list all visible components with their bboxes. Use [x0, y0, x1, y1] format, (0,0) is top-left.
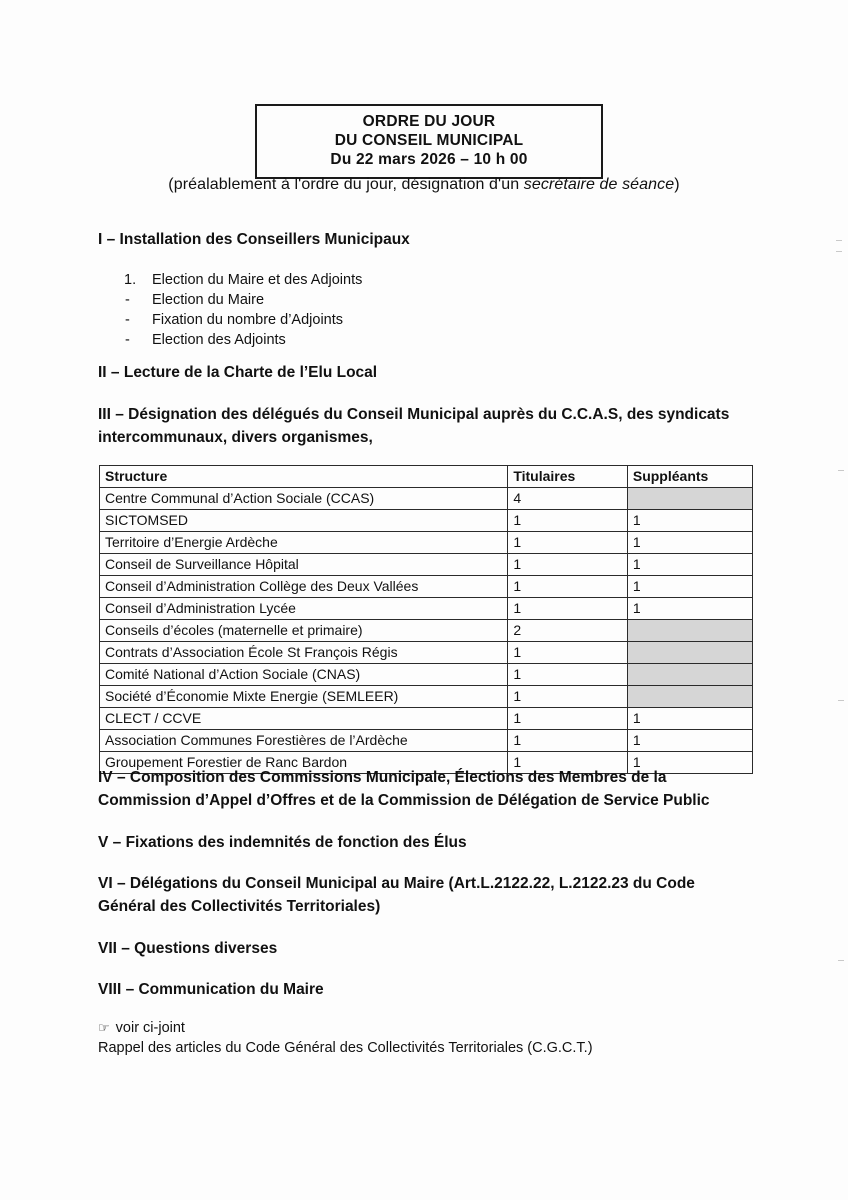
- list-item-label: Fixation du nombre d’Adjoints: [152, 312, 344, 328]
- footnote-attachment: [98, 1018, 798, 1039]
- preamble-italic: secrétaire de séance: [523, 176, 675, 193]
- list-marker: -: [125, 292, 130, 308]
- table-row: [100, 730, 753, 752]
- table-row: [100, 576, 753, 598]
- scan-artifact: [838, 960, 844, 961]
- section-3-line-2: intercommunaux, divers organismes,: [98, 429, 373, 446]
- cell-titulaires: 1: [508, 532, 628, 554]
- title-line-3: Du 22 mars 2026 – 10 h 00: [330, 151, 528, 168]
- cell-suppleants: [627, 642, 752, 664]
- cell-titulaires: 1: [508, 664, 628, 686]
- scan-artifact: [836, 240, 842, 241]
- section-6-line-2: Général des Collectivités Territoriales): [98, 898, 381, 915]
- column-header-titulaires: Titulaires: [508, 466, 628, 488]
- preamble-before: (préalablement à l'ordre du jour, désignation d'un: [168, 176, 524, 193]
- cell-titulaires: 1: [508, 708, 628, 730]
- table-row: [100, 554, 753, 576]
- list-marker: 1.: [124, 272, 137, 288]
- cell-suppleants: 1: [627, 598, 752, 620]
- cell-suppleants: 1: [627, 576, 752, 598]
- section-6-line-1: VI – Délégations du Conseil Municipal au Maire (Art.L.2122.22, L.2122.23 du Code: [98, 875, 695, 892]
- cell-structure: Contrats d’Association École St François Régis: [100, 642, 508, 664]
- list-item: [120, 270, 720, 290]
- title-line-2: DU CONSEIL MUNICIPAL: [334, 132, 524, 149]
- table-row: [100, 488, 753, 510]
- cell-titulaires: 1: [508, 642, 628, 664]
- table-row: [100, 620, 753, 642]
- table-row: [100, 510, 753, 532]
- cell-suppleants: [627, 664, 752, 686]
- cell-suppleants: [627, 488, 752, 510]
- cell-suppleants: [627, 620, 752, 642]
- section-3-line-1: III – Désignation des délégués du Conseil Municipal auprès du C.C.A.S, des syndicats: [98, 406, 730, 423]
- section-4-line-2: Commission d’Appel d’Offres et de la Commission de Délégation de Service Public: [98, 792, 710, 809]
- section-6-heading: [98, 872, 788, 918]
- footnote-line-1: voir ci-joint: [115, 1020, 185, 1036]
- table-row: [100, 642, 753, 664]
- delegates-table: [99, 465, 753, 774]
- cell-titulaires: 1: [508, 686, 628, 708]
- section-3-heading: [98, 403, 788, 449]
- pointing-hand-icon: ☞: [98, 1021, 110, 1036]
- list-item: [120, 290, 720, 310]
- preamble: [0, 176, 848, 194]
- section-4-heading: [98, 766, 788, 812]
- section-8-heading: VIII – Communication du Maire: [98, 981, 324, 998]
- section-7-heading: VII – Questions diverses: [98, 940, 278, 957]
- list-item: [120, 330, 720, 350]
- table-row: [100, 532, 753, 554]
- list-marker: -: [125, 332, 130, 348]
- table-row: [100, 686, 753, 708]
- table-row: [100, 708, 753, 730]
- cell-structure: Conseils d’écoles (maternelle et primaire): [100, 620, 508, 642]
- cell-suppleants: 1: [627, 752, 752, 774]
- title-box: [255, 104, 603, 179]
- cell-structure: Association Communes Forestières de l’Ardèche: [100, 730, 508, 752]
- cell-titulaires: 1: [508, 752, 628, 774]
- installation-list: [120, 270, 720, 350]
- list-item-label: Election des Adjoints: [152, 332, 286, 348]
- column-header-structure: Structure: [100, 466, 508, 488]
- section-2-heading: II – Lecture de la Charte de l’Elu Local: [98, 364, 378, 381]
- footnote-reminder: Rappel des articles du Code Général des Collectivités Territoriales (C.G.C.T.): [98, 1040, 593, 1056]
- cell-structure: Conseil de Surveillance Hôpital: [100, 554, 508, 576]
- cell-suppleants: [627, 686, 752, 708]
- cell-structure: Centre Communal d’Action Sociale (CCAS): [100, 488, 508, 510]
- table-header-row: [100, 466, 753, 488]
- cell-titulaires: 1: [508, 576, 628, 598]
- cell-structure: Territoire d’Energie Ardèche: [100, 532, 508, 554]
- section-4-line-1: IV – Composition des Commissions Municipale, Élections des Membres de la: [98, 769, 667, 786]
- cell-structure: SICTOMSED: [100, 510, 508, 532]
- scan-artifact: [836, 251, 842, 252]
- cell-structure: Groupement Forestier de Ranc Bardon: [100, 752, 508, 774]
- cell-suppleants: 1: [627, 510, 752, 532]
- column-header-suppleants: Suppléants: [627, 466, 752, 488]
- list-item: [120, 310, 720, 330]
- cell-titulaires: 1: [508, 510, 628, 532]
- list-item-label: Election du Maire et des Adjoints: [152, 272, 363, 288]
- section-1-heading: I – Installation des Conseillers Municipaux: [98, 231, 410, 248]
- cell-titulaires: 1: [508, 554, 628, 576]
- scan-artifact: [838, 700, 844, 701]
- section-5-heading: V – Fixations des indemnités de fonction des Élus: [98, 834, 467, 851]
- title-line-1: ORDRE DU JOUR: [362, 113, 496, 130]
- cell-structure: Conseil d’Administration Lycée: [100, 598, 508, 620]
- preamble-after: ): [674, 176, 680, 193]
- list-marker: -: [125, 312, 130, 328]
- table-row: [100, 664, 753, 686]
- cell-suppleants: 1: [627, 730, 752, 752]
- table-row: [100, 598, 753, 620]
- cell-suppleants: 1: [627, 532, 752, 554]
- cell-structure: Société d’Économie Mixte Energie (SEMLEER): [100, 686, 508, 708]
- cell-suppleants: 1: [627, 554, 752, 576]
- list-item-label: Election du Maire: [152, 292, 265, 308]
- cell-structure: Comité National d’Action Sociale (CNAS): [100, 664, 508, 686]
- cell-titulaires: 4: [508, 488, 628, 510]
- cell-structure: CLECT / CCVE: [100, 708, 508, 730]
- cell-titulaires: 1: [508, 598, 628, 620]
- cell-structure: Conseil d’Administration Collège des Deux Vallées: [100, 576, 508, 598]
- cell-suppleants: 1: [627, 708, 752, 730]
- cell-titulaires: 1: [508, 730, 628, 752]
- cell-titulaires: 2: [508, 620, 628, 642]
- scan-artifact: [838, 470, 844, 471]
